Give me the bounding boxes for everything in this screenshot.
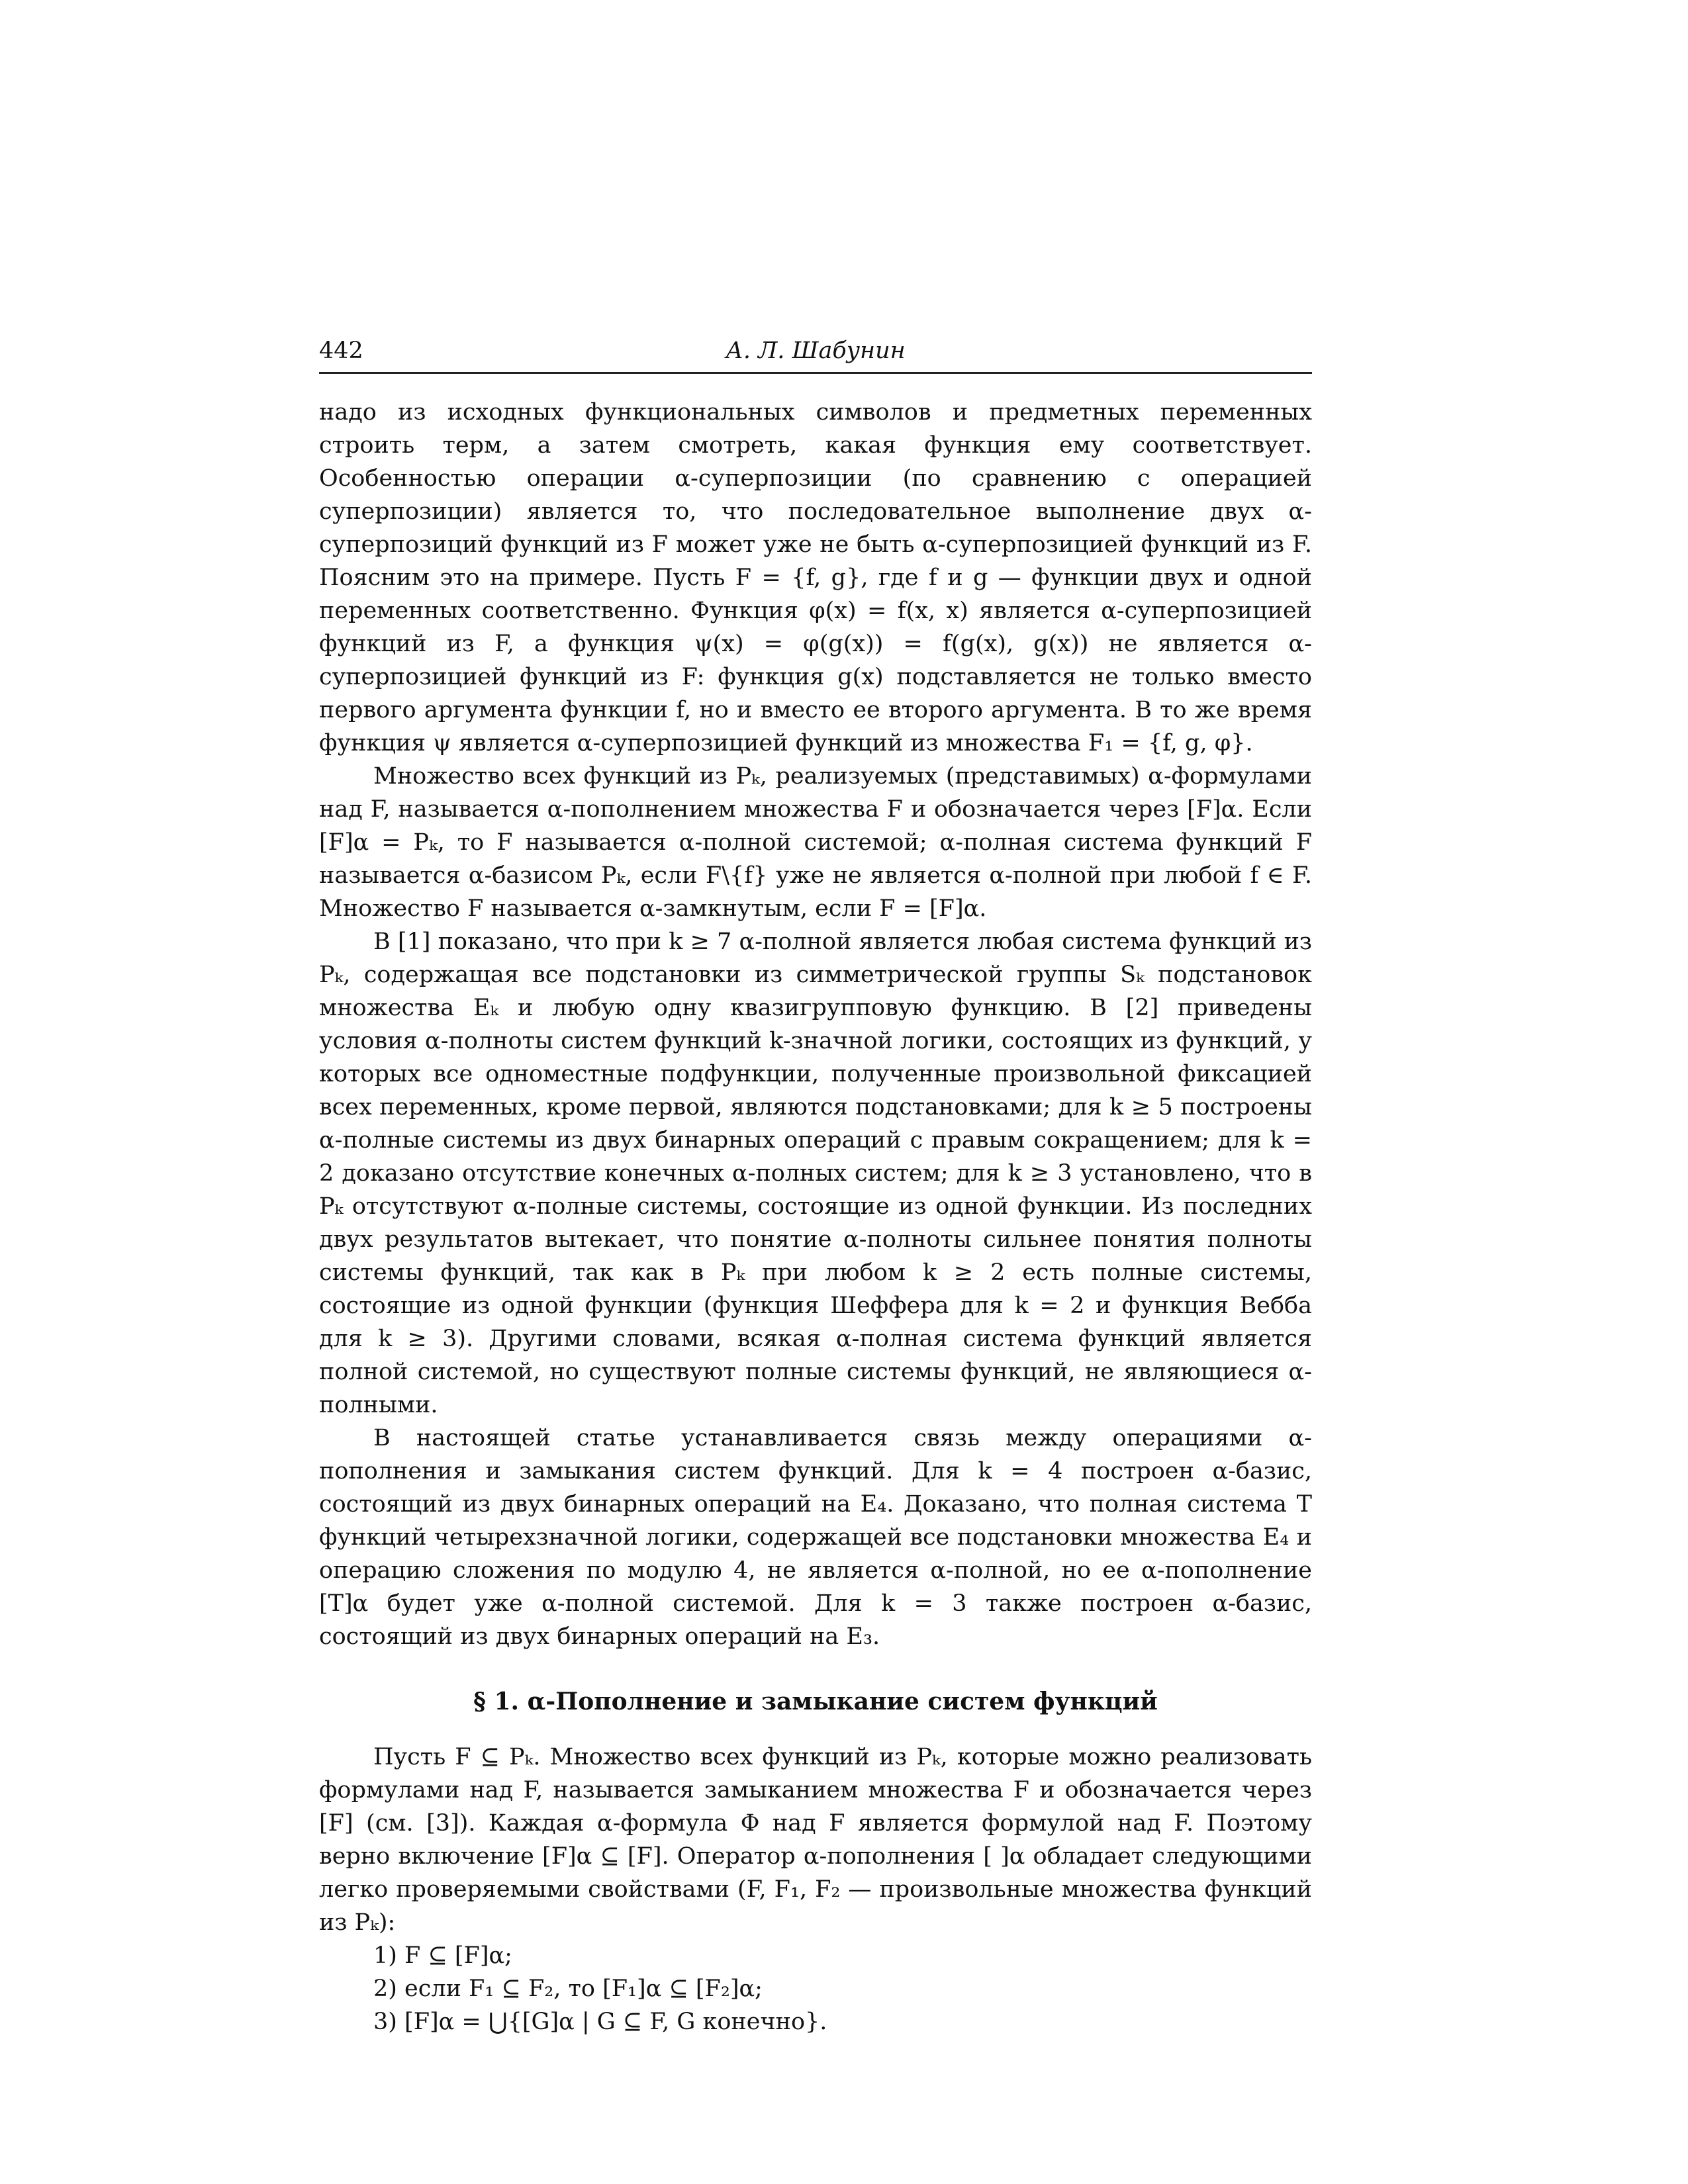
running-header xyxy=(319,338,1312,374)
property-item-2: 2) если F₁ ⊆ F₂, то [F₁]α ⊆ [F₂]α; xyxy=(373,1976,763,2002)
section-title: § 1. α-Пополнение и замыкание систем функций xyxy=(473,1688,1158,1715)
property-item-3: 3) [F]α = ⋃{[G]α | G ⊆ F, G конечно}. xyxy=(373,2009,827,2035)
section-paragraph: Пусть F ⊆ Pₖ. Множество всех функций из Pₖ, которые можно реализовать формулами над F, называется замыканием множества F и обозначается через [F] (см. [3]). Каждая α-формула Φ над F является формулой над F. Поэтому верно включение [F]α ⊆ [F]. Оператор α-пополнения [ ]α обладает следующими легко проверяемыми свойствами (F, F₁, F₂ — произвольные множества функций из Pₖ): xyxy=(319,1744,1312,1936)
paragraph-2: Множество всех функций из Pₖ, реализуемых (представимых) α-формулами над F, называется α-пополнением множества F и обозначается через [F]α. Если [F]α = Pₖ, то F называется α-полной системой; α-полная система функций F называется α-базисом Pₖ, если F\{f} уже не является α-полной при любой f ∈ F. Множество F называется α-замкнутым, если F = [F]α. xyxy=(319,763,1312,922)
paragraph-3: В [1] показано, что при k ≥ 7 α-полной является любая система функций из Pₖ, содержащая все подстановки из симметрической группы Sₖ подстановок множества Eₖ и любую одну квазигрупповую функцию. В [2] приведены условия α-полноты систем функций k-значной логики, состоящих из функций, у которых все одноместные подфункции, полученные произвольной фиксацией всех переменных, кроме первой, являются подстановками; для k ≥ 5 построены α-полные системы из двух бинарных операций с правым сокращением; для k = 2 доказано отсутствие конечных α-полных систем; для k ≥ 3 установлено, что в Pₖ отсутствуют α-полные системы, состоящие из одной функции. Из последних двух результатов вытекает, что понятие α-полноты сильнее понятия полноты системы функций, так как в Pₖ при любом k ≥ 2 есть полные системы, состоящие из одной функции (функция Шеффера для k = 2 и функция Вебба для k ≥ 3). Другими словами, всякая α-полная система функций является полной системой, но существуют полные системы функций, не являющиеся α-полными. xyxy=(319,929,1312,1418)
paragraph-4: В настоящей статье устанавливается связь между операциями α-пополнения и замыкания систем функций. Для k = 4 построен α-базис, состоящий из двух бинарных операций на E₄. Доказано, что полная система T функций четырехзначной логики, содержащей все подстановки множества E₄ и операцию сложения по модулю 4, не является α-полной, но ее α-пополнение [T]α будет уже α-полной системой. Для k = 3 также построен α-базис, состоящий из двух бинарных операций на E₃. xyxy=(319,1425,1312,1650)
page-number: 442 xyxy=(319,338,363,364)
running-author: А. Л. Шабунин xyxy=(726,338,906,364)
property-item-1: 1) F ⊆ [F]α; xyxy=(373,1942,512,1969)
body-text xyxy=(319,396,1312,2038)
paragraph-1: надо из исходных функциональных символов и предметных переменных строить терм, а затем смотреть, какая функция ему соответствует. Особенностью операции α-суперпозиции (по сравнению с операцией суперпозиции) является то, что последовательное выполнение двух α-суперпозиций функций из F может уже не быть α-суперпозицией функций из F. Поясним это на примере. Пусть F = {f, g}, где f и g — функции двух и одной переменных соответственно. Функция φ(x) = f(x, x) является α-суперпозицией функций из F, а функция ψ(x) = φ(g(x)) = f(g(x), g(x)) не является α-суперпозицией функций из F: функция g(x) подставляется не только вместо первого аргумента функции f, но и вместо ее второго аргумента. В то же время функция ψ является α-суперпозицией функций из множества F₁ = {f, g, φ}. xyxy=(319,399,1312,756)
